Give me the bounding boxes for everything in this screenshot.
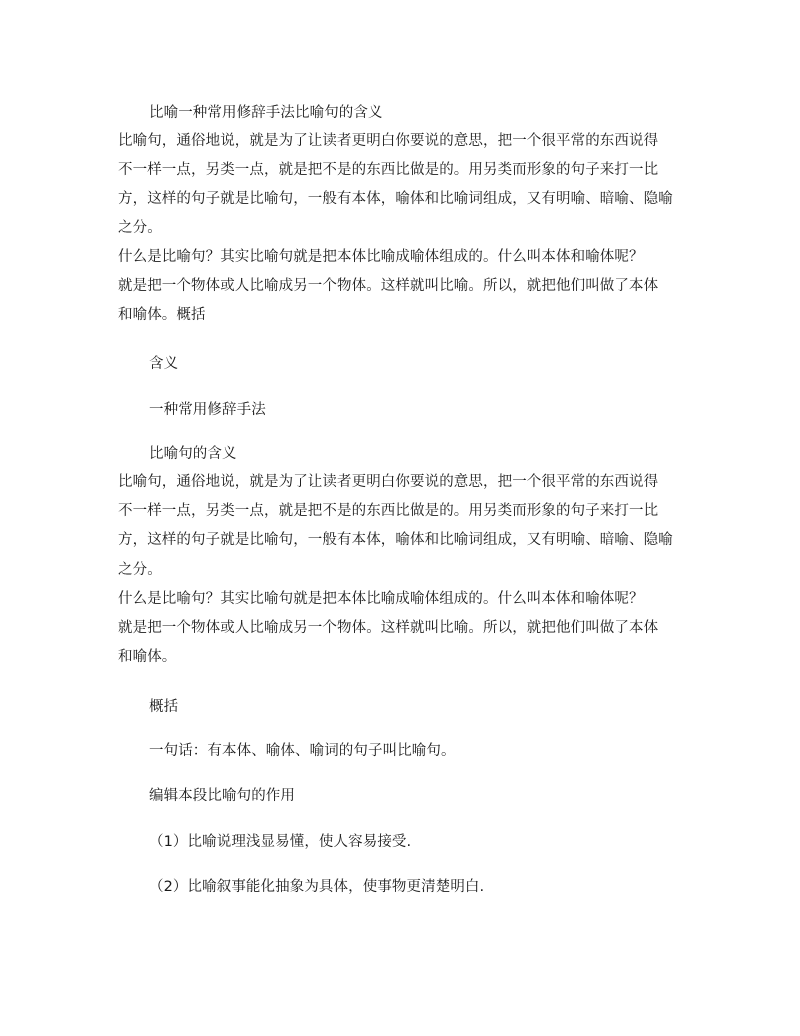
function-point-1: （1）比喻说理浅显易懂，使人容易接受.	[149, 834, 412, 850]
document-title-line: 比喻一种常用修辞手法比喻句的含义	[149, 105, 383, 121]
paragraph-line: 什么是比喻句？其实比喻句就是把本体比喻成喻体组成的。什么叫本体和喻体呢？	[118, 591, 644, 607]
heading-meaning: 含义	[149, 356, 179, 372]
heading-rhetoric: 一种常用修辞手法	[149, 402, 266, 418]
paragraph-line: 之分。	[118, 220, 162, 236]
paragraph-line: 比喻句，通俗地说，就是为了让读者更明白你要说的意思，把一个很平常的东西说得	[118, 133, 659, 149]
paragraph-line: 方，这样的句子就是比喻句，一般有本体，喻体和比喻词组成，又有明喻、暗喻、隐喻	[118, 532, 673, 548]
heading-function: 编辑本段比喻句的作用	[149, 788, 295, 804]
paragraph-line: 就是把一个物体或人比喻成另一个物体。这样就叫比喻。所以，就把他们叫做了本体	[118, 278, 659, 294]
paragraph-line: 方，这样的句子就是比喻句，一般有本体，喻体和比喻词组成，又有明喻、暗喻、隐喻	[118, 191, 673, 207]
function-point-2: （2）比喻叙事能化抽象为具体，使事物更清楚明白.	[149, 879, 485, 895]
paragraph-line: 之分。	[118, 562, 162, 578]
heading-summary: 概括	[149, 699, 179, 715]
paragraph-line: 比喻句，通俗地说，就是为了让读者更明白你要说的意思，把一个很平常的东西说得	[118, 474, 659, 490]
summary-text: 一句话：有本体、喻体、喻词的句子叫比喻句。	[149, 743, 456, 759]
paragraph-line: 就是把一个物体或人比喻成另一个物体。这样就叫比喻。所以，就把他们叫做了本体	[118, 620, 659, 636]
paragraph-line: 不一样一点，另类一点，就是把不是的东西比做是的。用另类而形象的句子来打一比	[118, 162, 659, 178]
paragraph-line: 什么是比喻句？其实比喻句就是把本体比喻成喻体组成的。什么叫本体和喻体呢？	[118, 249, 644, 265]
paragraph-line: 和喻体。概括	[118, 307, 206, 323]
paragraph-line: 和喻体。	[118, 649, 177, 665]
heading-simile-meaning: 比喻句的含义	[149, 446, 237, 462]
paragraph-line: 不一样一点，另类一点，就是把不是的东西比做是的。用另类而形象的句子来打一比	[118, 503, 659, 519]
